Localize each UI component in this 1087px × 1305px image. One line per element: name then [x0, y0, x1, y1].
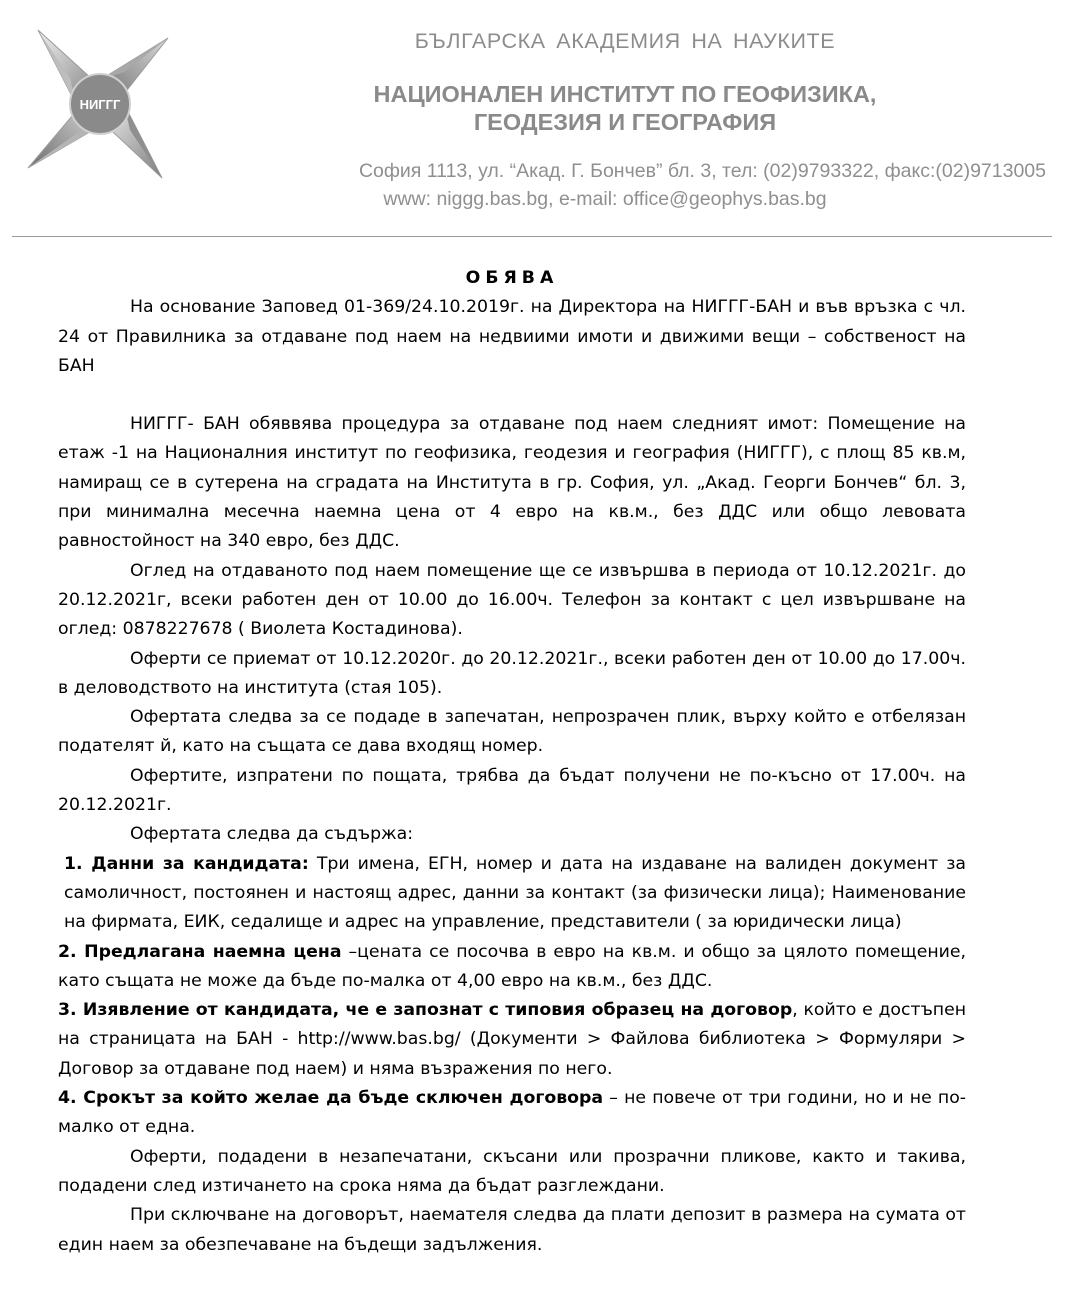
list-item-heading: 3. Изявление от кандидата, че е запознат с типовия образец на договор	[58, 1000, 793, 1021]
list-item-contract-statement	[58, 996, 966, 1084]
paragraph-property: НИГГГ- БАН обяввява процедура за отдаване под наем следният имот: Помещение на етаж -1 на Националния институт по геофизика, геодезия и география (НИГГГ), с площ 85 кв.м, намиращ се в сутерена на сградата на Института в гр. София, ул. „Акад. Георги Бончев“ бл. 3, при минимална месечна наемна цена от 4 евро на кв.м., без ДДС или общо левовата равностойност на 340 евро, без ДДС.	[58, 414, 966, 552]
contact-block	[190, 157, 1060, 213]
list-item-rental-price	[58, 938, 966, 997]
logo-text: НИГГГ	[79, 97, 121, 112]
spacer	[58, 381, 966, 410]
paragraph-sealed-envelope: Офертата следва за се подаде в запечатан, непрозрачен плик, върху който е отбелязан подателят й, като на същата се дава входящ номер.	[58, 707, 966, 757]
paragraph-postal-deadline: Офертите, изпратени по пощата, трябва да бъдат получени не по-късно от 17.00ч. на 20.12.2021г.	[58, 765, 966, 816]
institute-name	[190, 80, 1060, 136]
paragraph-rejected-offers: Оферти, подадени в незапечатани, скъсани или прозрачни пликове, както и такива, подадени след изтичането на срока няма да бъдат разглеждани.	[58, 1146, 966, 1196]
postal-address: София 1113, ул. “Акад. Г. Бончев” бл. 3, тел: (02)9793322, факс:(02)9713005	[358, 160, 1046, 182]
list-item-heading: 4. Срокът за който желае да бъде сключен договора	[58, 1088, 604, 1109]
institute-name-line-2: ГЕОДЕЗИЯ И ГЕОГРАФИЯ	[473, 109, 777, 135]
document-title: ОБЯВА	[465, 268, 559, 288]
academy-name: БЪЛГАРСКА АКАДЕМИЯ НА НАУКИТЕ	[414, 29, 836, 53]
web-email: www: niggg.bas.bg, e-mail: office@geophys.bas.bg	[383, 188, 827, 210]
institute-logo	[20, 18, 180, 188]
institute-name-line-1: НАЦИОНАЛЕН ИНСТИТУТ ПО ГЕОФИЗИКА,	[373, 81, 877, 107]
announcement-body	[58, 264, 966, 1260]
list-item-heading: 2. Предлагана наемна цена	[58, 941, 342, 962]
paragraph-deposit: При сключване на договорът, наемателя следва да плати депозит в размера на сумата от един наем за обезпечаване на бъдещи задължения.	[58, 1205, 966, 1255]
list-item-text: – не повече от три години, но и не по-малко от една.	[58, 1088, 967, 1138]
paragraph-offer-contents: Офертата следва да съдържа:	[130, 824, 414, 845]
list-item-candidate-data	[58, 850, 966, 938]
list-item-heading: 1. Данни за кандидата:	[64, 853, 309, 874]
star-logo-icon	[20, 18, 180, 188]
list-item-text: –цената се посочва в евро на кв.м. и общо за цялото помещение, като същата не може да бъде по-малка от 4,00 евро на кв.м., без ДДС.	[58, 941, 966, 991]
paragraph-offers-accepted: Оферти се приемат от 10.12.2020г. до 20.12.2021г., всеки работен ден от 10.00 до 17.00ч. в деловодството на института (стая 105).	[58, 648, 966, 698]
paragraph-basis: На основание Заповед 01-369/24.10.2019г. на Директора на НИГГГ-БАН и във връзка с чл. 24 от Правилника за отдаване под наем на недвиими имоти и движими вещи – собственост на БАН	[58, 297, 966, 376]
list-item-text: , който е достъпен на страницата на БАН - http://www.bas.bg/ (Документи > Файлова библиотека > Формуляри > Договор за отдаване под наем) и няма възражения по него.	[58, 1000, 967, 1079]
paragraph-viewing: Оглед на отдаваното под наем помещение ще се извършва в периода от 10.12.2021г. до 20.12.2021г, всеки работен ден от 10.00 до 16.00ч. Телефон за контакт с цел извършване на оглед: 0878227678 ( Виолета Костадинова).	[58, 560, 966, 640]
list-item-contract-term	[58, 1084, 966, 1143]
list-item-text: Три имена, ЕГН, номер и дата на издаване на валиден документ за самоличност, постоянен и настоящ адрес, данни за контакт (за физически лица); Наименование на фирмата, ЕИК, седалище и адрес на управление, представители ( за юридически лица)	[64, 853, 966, 933]
header-divider	[12, 236, 1052, 237]
